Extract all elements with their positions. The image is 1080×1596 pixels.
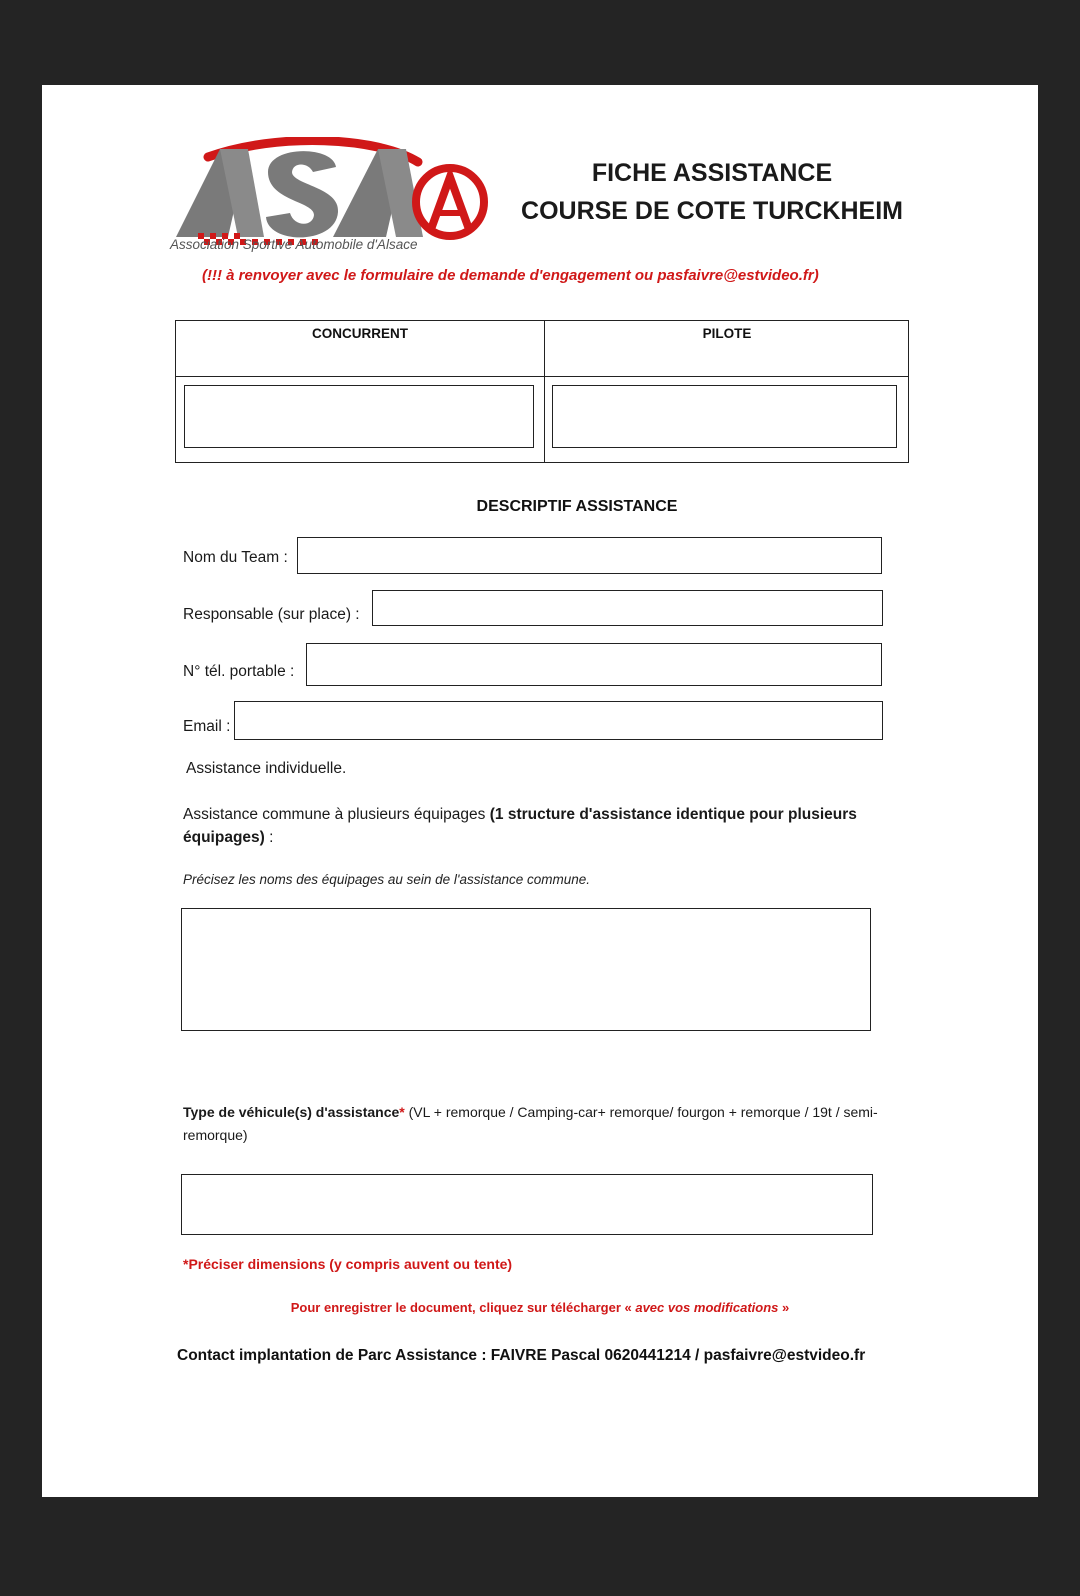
phone-label: N° tél. portable : (183, 663, 295, 680)
vehicle-type-bold: Type de véhicule(s) d'assistance (183, 1104, 400, 1120)
team-label: Nom du Team : (183, 549, 288, 566)
event-title: COURSE DE COTE TURCKHEIM (521, 197, 903, 225)
save-hint-italic: avec vos modifications (635, 1300, 779, 1315)
table-divider (176, 376, 908, 377)
vehicle-type-label (183, 1101, 898, 1147)
logo-subtitle: Association Sportive Automobile d'Alsace (170, 237, 418, 252)
option-commune-colon: : (264, 829, 274, 846)
option-commune-text: Assistance commune à plusieurs équipages (183, 806, 490, 823)
phone-field[interactable] (306, 643, 882, 686)
column-header-concurrent: CONCURRENT (312, 326, 408, 341)
form-title: FICHE ASSISTANCE (591, 159, 833, 187)
email-label: Email : (183, 718, 231, 735)
email-field[interactable] (234, 701, 883, 740)
table-divider (544, 321, 545, 462)
precisez-instruction: Précisez les noms des équipages au sein de l'assistance commune. (183, 872, 591, 887)
dimensions-note: *Préciser dimensions (y compris auvent ou tente) (183, 1256, 513, 1272)
option-commune-detail: (1 structure d'assistance identique pour plusieurs équipages) (183, 806, 857, 846)
save-hint-text: Pour enregistrer le document, cliquez sur télécharger « (290, 1300, 636, 1315)
contact-line: Contact implantation de Parc Assistance : FAIVRE Pascal 0620441214 / pasfaivre@estvideo.fr (177, 1347, 866, 1364)
document-page (42, 85, 1038, 1497)
concurrent-field[interactable] (184, 385, 534, 448)
save-hint (42, 1300, 1038, 1315)
save-hint-end: » (778, 1300, 790, 1315)
vehicle-type-options: (VL + remorque / Camping-car+ remorque/ fourgon + remorque / 19t / semi-remorque) (183, 1104, 878, 1143)
section-title: DESCRIPTIF ASSISTANCE (476, 498, 678, 515)
responsable-label: Responsable (sur place) : (183, 606, 360, 623)
concurrent-pilote-table (175, 320, 909, 463)
vehicle-type-field[interactable] (181, 1174, 873, 1235)
team-name-field[interactable] (297, 537, 882, 574)
pilote-field[interactable] (552, 385, 897, 448)
option-commune[interactable] (183, 803, 873, 849)
column-header-pilote: PILOTE (702, 326, 752, 341)
equipages-textarea[interactable] (181, 908, 871, 1031)
option-individuelle[interactable]: Assistance individuelle. (186, 760, 347, 777)
required-asterisk: * (399, 1104, 405, 1120)
return-notice: (!!! à renvoyer avec le formulaire de demande d'engagement ou pasfaivre@estvideo.fr) (202, 267, 819, 284)
responsable-field[interactable] (372, 590, 883, 626)
